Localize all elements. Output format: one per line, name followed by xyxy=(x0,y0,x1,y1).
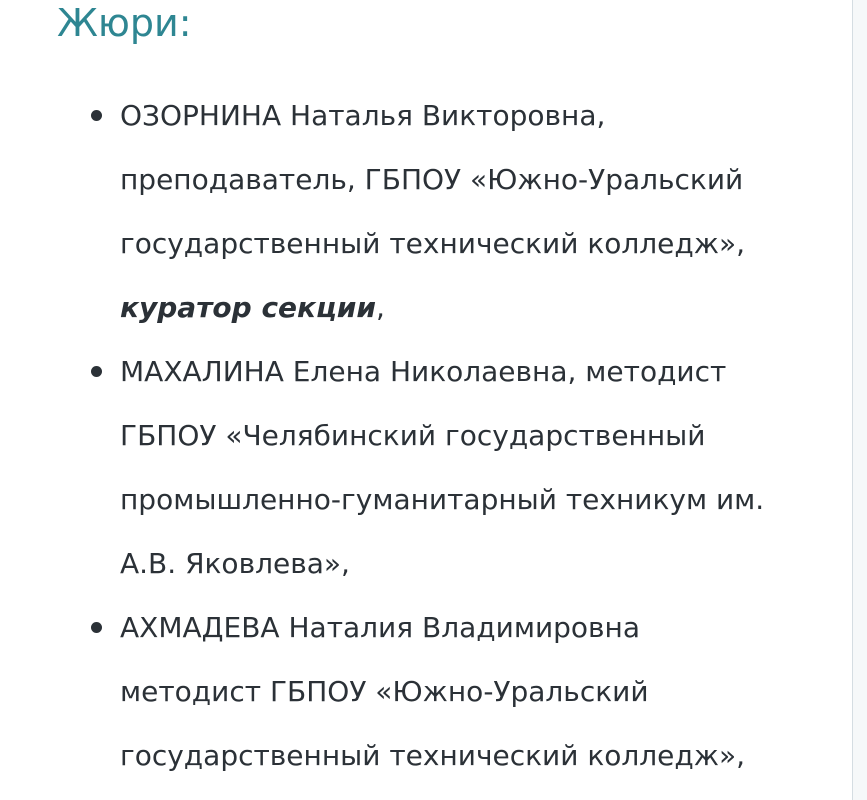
jury-line: АХМАДЕВА Наталия Владимировна xyxy=(120,611,641,644)
jury-line: государственный технический колледж», xyxy=(120,739,746,772)
bullet-icon xyxy=(91,622,102,633)
jury-line: ГБПОУ «Челябинский государственный xyxy=(120,419,706,452)
jury-role: куратор секции xyxy=(120,291,377,324)
jury-line: А.В. Яковлева», xyxy=(120,547,350,580)
jury-line: преподаватель, ГБПОУ «Южно-Уральский xyxy=(120,163,744,196)
jury-role-suffix: , xyxy=(376,291,385,324)
jury-list-item xyxy=(120,340,820,596)
jury-heading: Жюри: xyxy=(57,1,192,45)
jury-line: методист ГБПОУ «Южно-Уральский xyxy=(120,675,649,708)
jury-role-line xyxy=(120,276,820,340)
jury-line: МАХАЛИНА Елена Николаевна, методист xyxy=(120,355,727,388)
jury-line: промышленно-гуманитарный техникум им. xyxy=(120,483,765,516)
jury-line: ОЗОРНИНА Наталья Викторовна, xyxy=(120,99,606,132)
jury-list xyxy=(120,84,820,788)
jury-list-item xyxy=(120,84,820,340)
bullet-icon xyxy=(91,366,102,377)
jury-list-item xyxy=(120,596,820,788)
jury-line: государственный технический колледж», xyxy=(120,227,746,260)
bullet-icon xyxy=(91,110,102,121)
